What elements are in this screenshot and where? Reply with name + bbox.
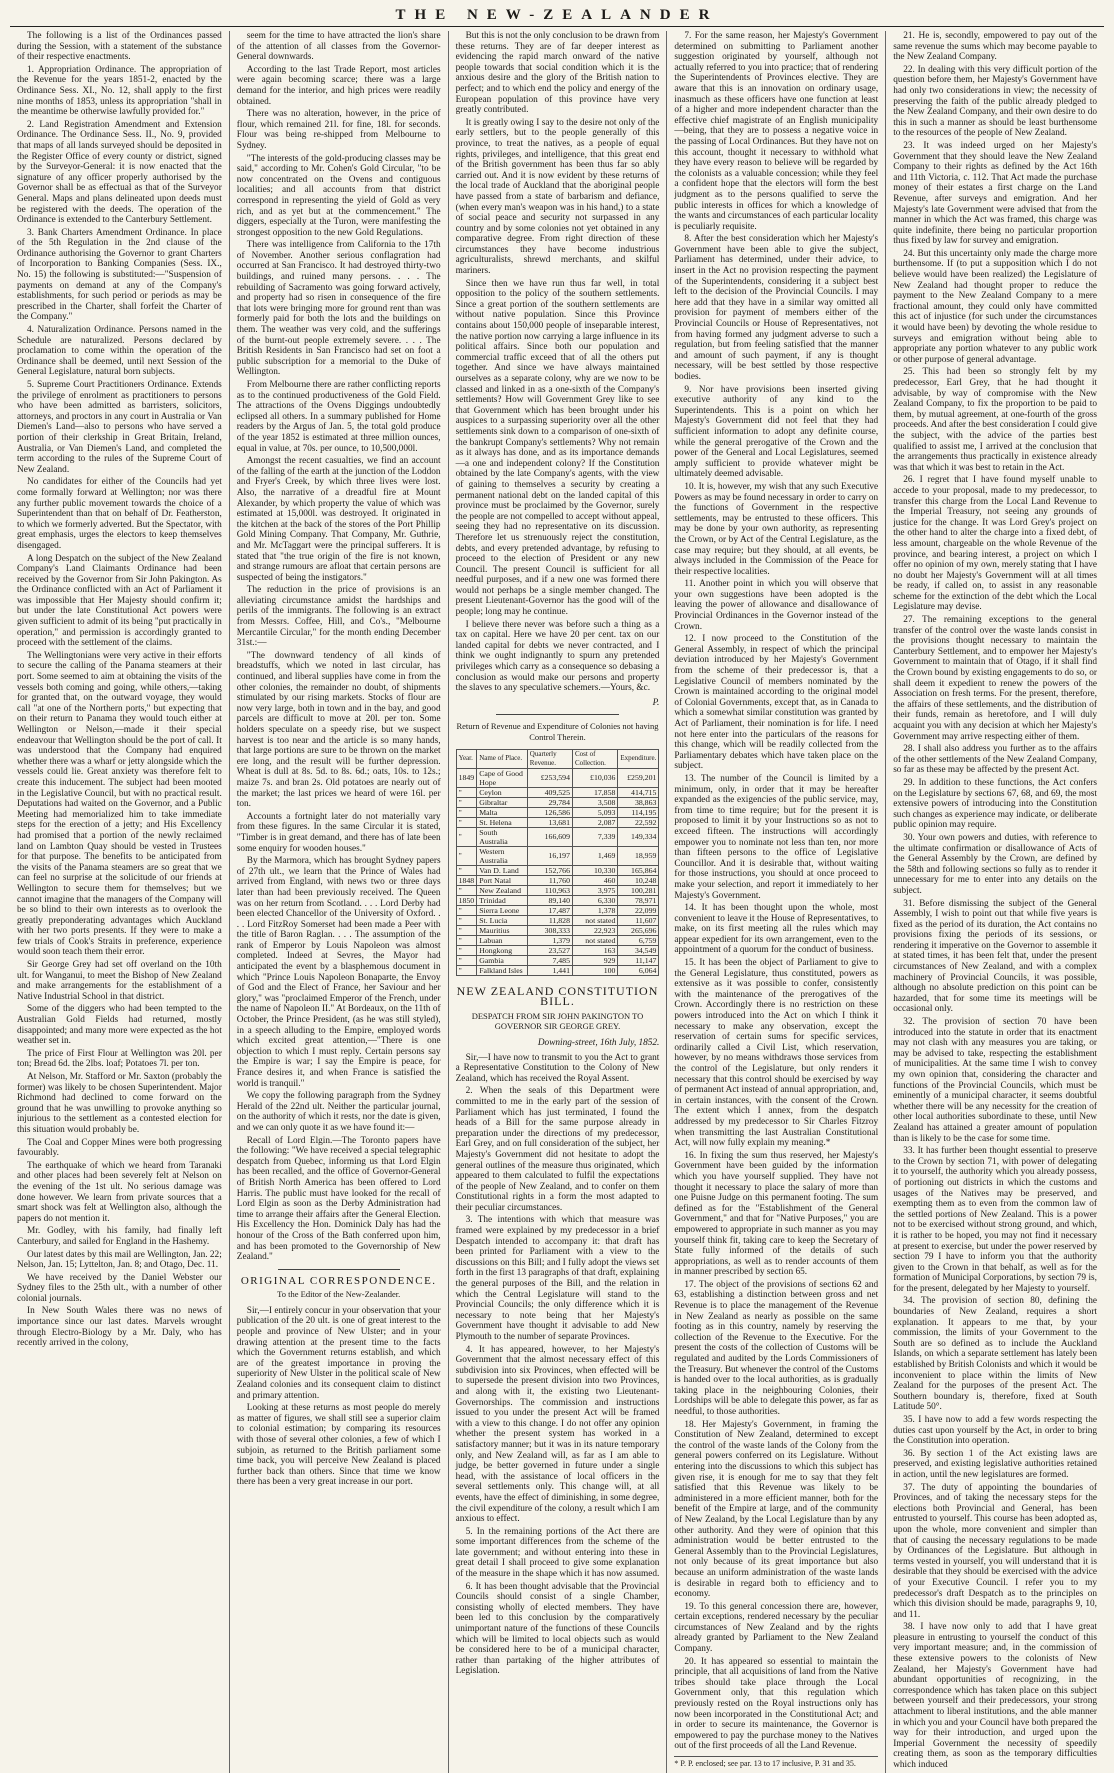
- article-paragraph: The reduction in the price of provisions is an alleviating circumstance amidst the hardships and perils of the immigrants. The following is an extract from Messrs. Coffee, Hill, and Co's., "Melbourne Mercantile Circular," for the month ending December 31st.:—: [236, 585, 441, 649]
- article-paragraph: By the Marmora, which has brought Sydney papers of 27th ult., we learn that the Prince of Wales had arrived from England, with news two or three days later than had been previously received. The Queen was on her return from Scotland. . . . Lord Derby had been elected Chancellor of the University of Oxford. . . . Lord FitzRoy Somerset had been made a Peer with the title of Baron Raglan. . . . The assumption of the rank of Emperor by Louis Napoleon was almost completed. Indeed at Sevres, the Mayor had anticipated the event by a blasphemous document in which "Prince Louis Napoleon Bonaparte, the Envoy of God and the Elect of France, her Saviour and her glory," was "proclaimed Emperor of the French, under the name of Napoleon II." At Bordeaux, on the 11th of October, the Prince President, (as he was still styled), in a speech alluding to the Empire, employed words which excited great attention,—"There is one objection to which I must reply. Certain persons say the Empire is war; I say the Empire is peace, for France desires it, and when France is satisfied the world is tranquil.": [236, 856, 441, 1089]
- table-cell: 29,784: [527, 797, 572, 807]
- correspondence-paragraph: Sir,—I entirely concur in your observation that your publication of the 20 ult. is one of great interest to the people and province of New Ulster; and in your drawing attention at the present time to the facts which the Government returns establish, and which are of the greatest importance in proving the superiority of New Ulster in the political scale of New Zealand colonies and its consequent claim to distinct and primary attention.: [236, 1305, 441, 1401]
- table-row: [456, 817, 659, 827]
- article-paragraph: The earthquake of which we heard from Taranaki and other places had been severely felt at Nelson on the evening of the 1st ult. No serious damage was done however. We learn from private sources that a smart shock was felt at Wellington also, although the papers do not mention it.: [17, 1160, 222, 1224]
- article-paragraph: The Coal and Copper Mines were both progressing favourably.: [17, 1137, 222, 1159]
- despatch-paragraph: 27. The remaining exceptions to the general transfer of the control over the waste lands consist in the provisions thought necessary to maintain the Canterbury Settlement, and to empower her Majesty's Government to maintain that of Otago, if it shall find the Crown bound by existing engagements to do so, or shall deem it expedient to renew the powers of the Association on fresh terms. For the present, therefore, the affairs of these settlements, and the distribution of their funds, remain as heretofore, and I will duly acquaint you with any decision at which her Majesty's Government may arrive respecting either of them.: [893, 615, 1097, 742]
- table-cell: £259,201: [618, 768, 659, 787]
- table-cell: 6,330: [572, 895, 617, 905]
- article-paragraph: Some of the diggers who had been tempted to the Australian Gold Fields had returned, mostly disappointed; and many more were expected as the hot weather set in.: [17, 1004, 222, 1047]
- table-cell: Falkland Isles: [477, 965, 528, 975]
- article-paragraph: Accounts a fortnight later do not materially vary from these figures. In the same Circular it is stated, "Timber is in great demand, and there has of late been some enquiry for wooden houses.": [236, 811, 441, 854]
- article-paragraph: From Melbourne there are rather conflicting reports as to the continued productiveness of the Gold Field. The attractions of the Ovens Diggings undoubtedly eclipsed all others. In a summary published for Home readers by the Argus of Jan. 5, the total gold produce of the year 1852 is estimated at three million ounces, equal in value, at 70s. per ounce, to 10,500,000l.: [236, 380, 441, 454]
- table-cell: 460: [572, 875, 617, 885]
- article-paragraph: In New South Wales there was no news of importance since our last dates. Marvels wrought through Electro-Biology by a Mr. Daly, who has recently arrived in the colony,: [17, 1306, 222, 1349]
- article-paragraph: The price of First Flour at Wellington was 20l. per ton; Bread 6d. the 2lbs. loaf; Potatoes 7l. per ton.: [17, 1048, 222, 1070]
- table-cell: £253,594: [527, 768, 572, 787]
- returns-table-body: [456, 768, 659, 975]
- table-row: [456, 875, 659, 885]
- article-paragraph: Sir George Grey had set off overland on the 10th ult. for Wanganui, to meet the Bishop of New Zealand and make arrangements for the establishment of a Native Industrial School in that district.: [17, 960, 222, 1002]
- table-row: [456, 905, 659, 915]
- table-cell: 18,959: [618, 846, 659, 865]
- despatch-paragraph: 28. I shall also address you further as to the affairs of the other settlements of the New Zealand Company, so far as these may be affected by the present Act.: [893, 744, 1097, 776]
- article-paragraph: 3. Bank Charters Amendment Ordinance. In place of the 5th Regulation in the 2nd clause of the Ordinance authorising the Governor to grant Charters of Incorporation to Banking Companies (Sess. IX., No. 15) the following is substituted:—"Suspension of payments on demand at any of the Company's establishments, for such period or periods as may be prescribed in the Charter, shall forfeit the Charter of the Company.": [17, 227, 222, 323]
- table-cell: 22,923: [572, 925, 617, 935]
- table-cell: Port Natal: [477, 875, 528, 885]
- table-cell: 165,864: [618, 865, 659, 875]
- table-cell: ": [456, 935, 477, 945]
- despatch-paragraph: 16. In fixing the sum thus reserved, her Majesty's Government have been guided by the information which you have yourself supplied. They have not thought it necessary to place the salary of more than one Puisne Judge on this permanent footing. The sum defined as for the "Establishment of the General Government," and that for "Native Purposes," you are empowered to appropriate in such manner as you may yourself think fit, taking care to keep the Secretary of State fully informed of the details of such appropriations, as well as to render accounts of them in manner prescribed by section 65.: [674, 1150, 879, 1278]
- table-row: [456, 797, 659, 807]
- table-cell: Mauritius: [477, 925, 528, 935]
- table-header-cell: Name of Place.: [477, 749, 528, 768]
- article-paragraph: "The interests of the gold-producing classes may be said," according to Mr. Cohen's Gold Circular, "to be now concentrated on the Ovens and contiguous localities; and all accounts from that district correspond in representing the yield of Gold as very rich, and as yet but at the commencement." The diggers, especially at the Turon, were manifesting the strongest opposition to the new Gold Regulations.: [236, 153, 441, 238]
- table-cell: ": [456, 807, 477, 817]
- despatch-paragraph: 35. I have now to add a few words respecting the duties cast upon yourself by the Act, in order to bring the Constitution into operation.: [893, 1415, 1097, 1447]
- column-4: [666, 31, 885, 1773]
- despatch-paragraph: 7. For the same reason, her Majesty's Government determined on submitting to Parliament another suggestion originated by yourself, although not actually referred to you into practice; that of rendering the Superintendents of Provinces elective. They are aware that this is an innovation on ordinary usage, inasmuch as these officers have one function at least of a higher and more independent character than the effective chief magistrate of an English municipality—being, that they are to possess a negative voice in the passing of Local Ordinances. But they have not on this account, thought it necessary to withhold what they have every reason to believe will be regarded by the colonists as a valuable concession; while they feel a confident hope that the electors will form the best judgment as to the persons qualified to serve the public interests in offices for which a knowledge of the wants and circumstances of each particular locality is peculiarly requisite.: [674, 31, 879, 232]
- despatch-paragraph: 24. But this uncertainty only made the charge more burthensome. If (to put a supposition which I do not believe would have been realized) the Legislature of New Zealand had thought proper to reduce the payment to the New Zealand Company to a mere fractional amount, they could only have committed this act of injustice (for such under the circumstances it would have been) by devoting the whole residue to surveys and emigration without being able to appropriate any portion whatever to any public work or other purpose of general advantage.: [893, 248, 1097, 365]
- correspondence-paragraph: Looking at these returns as most people do merely as matter of figures, we shall still see a superior claim to colonial estimation; by comparing its resources with those of several other colonies, a few of which I subjoin, as returned to the British parliament some time back, you will perceive New Zealand is placed further back than others. Since that time we know there has been a very great increase in our port.: [236, 1403, 441, 1488]
- article-paragraph: Mr. Godley, with his family, had finally left Canterbury, and sailed for England in the Hashemy.: [17, 1226, 222, 1247]
- table-cell: 110,963: [527, 885, 572, 895]
- returns-table: [456, 749, 660, 976]
- table-cell: ": [456, 945, 477, 955]
- article-paragraph: No candidates for either of the Councils had yet come formally forward at Wellington; nor was there any further public movement towards the choice of a Superintendent than that on behalf of Dr. Featherston, to which we formerly adverted. But the Spectator, with great emphasis, urges the electors to keep themselves disengaged.: [17, 477, 222, 551]
- despatch-paragraph: 11. Another point in which you will observe that your own suggestions have been adopted is the leaving the power of allowance and disallowance of Provincial Ordinances in the Governor instead of the Crown.: [674, 579, 879, 632]
- table-header-cell: Expenditure.: [618, 749, 659, 768]
- table-cell: 100,281: [618, 885, 659, 895]
- despatch-paragraph: 3. The intentions with which that measure was framed were explained by my predecessor in a brief Despatch intended to accompany it: that draft has been printed for Parliament with a view to the discussions on this Bill; and I fully adopt the views set forth in the first 13 paragraphs of that draft, explaining the general purposes of the Bill, and the relation in which the Central Legislature will stand to the Provincial Councils; the only difference which it is necessary to note being that her Majesty's Government have thought it advisable to add New Plymouth to the number of separate Provinces.: [455, 1215, 660, 1342]
- article-paragraph: Our latest dates by this mail are Wellington, Jan. 22; Nelson, Jan. 15; Lyttelton, Jan. 8; and Otago, Dec. 11.: [17, 1249, 222, 1271]
- table-cell: 1,378: [572, 905, 617, 915]
- correspondence-signature: P.: [652, 697, 660, 708]
- table-cell: ": [456, 905, 477, 915]
- section-divider: [496, 714, 618, 715]
- table-cell: 126,586: [527, 807, 572, 817]
- table-cell: ": [456, 797, 477, 807]
- table-row: [456, 865, 659, 875]
- table-row: [456, 945, 659, 955]
- article-paragraph: 4. Naturalization Ordinance. Persons named in the Schedule are naturalized. Persons declared by proclamation to come within the operation of the Ordinance shall be deemed, until next Session of the General Legislature, natural born subjects.: [17, 325, 222, 378]
- table-cell: 5,093: [572, 807, 617, 817]
- despatch-paragraph: 26. I regret that I have found myself unable to accede to your proposal, made to my predecessor, to transfer this charge from the Local Land Revenue to the Imperial Treasury, not seeing any grounds of justice for the change. It was Lord Grey's project on the other hand to alter the charge into a fixed debt, of less amount, chargeable on the whole Revenue of the province, and bearing interest, a project on which I offer no opinion of my own, merely stating that I have no doubt her Majesty's Government will at all times be ready, if called on, to assist in any reasonable scheme for the extinction of the debt which the Local Legislature may devise.: [893, 475, 1097, 613]
- table-cell: Malta: [477, 807, 528, 817]
- table-cell: 6,064: [618, 965, 659, 975]
- despatch-paragraph: 34. The provision of section 80, defining the boundaries of New Zealand, requires a short explanation. It appears to me that, by your commission, the limits of your Government to the South are so defined as to include the Auckland Islands, on which a separate settlement has lately been established by British Colonists and which it would be inconvenient to place within the limits of New Zealand for the purposes of the present Act. The Southern boundary is, therefore, fixed at South Latitude 50°.: [893, 1296, 1097, 1413]
- table-cell: Labuan: [477, 935, 528, 945]
- returns-table-title: Return of Revenue and Expenditure of Colonies not having Control Therein.: [456, 721, 659, 742]
- table-row: [456, 885, 659, 895]
- table-cell: £10,036: [572, 768, 617, 787]
- table-cell: ": [456, 915, 477, 925]
- despatch-paragraph: 31. Before dismissing the subject of the General Assembly, I wish to point out that while five years is fixed as the period of its duration, the Act contains no provisions fixing the periods of its sessions, or rendering it imperative on the Governor to assemble it at stated times, it has been felt that, under the present circumstances of New Zealand, and with a complex machinery of Provincial Councils, it was possible, although no absolute prediction on this point can be hazarded, that for some time its meetings will be occasional only.: [893, 898, 1097, 1015]
- column-2-news: [237, 31, 441, 1263]
- table-cell: 22,099: [618, 905, 659, 915]
- correspondence-paragraph: I believe there never was before such a thing as a tax on capital. Here we have 20 per cent. tax on our landed capital for debts we never contracted, and I think we ought indignantly to spurn any pretended privileges which carry as a consequence so debasing a conclusion as would make our persons and property the slaves to any speculative schemers.—Yours, &c.: [455, 619, 660, 694]
- table-cell: Sierra Leone: [477, 905, 528, 915]
- table-header-cell: Cost of Collection.: [572, 749, 617, 768]
- table-cell: 10,330: [572, 865, 617, 875]
- correspondence-paragraph: It is greatly owing I say to the desire not only of the early settlers, but to the people generally of this province, to treat the natives, as a people of equal rights, privileges, and intelligence, that this great end of the British government has been thus far so ably carried out. And it is now evident by these returns of the local trade of Auckland that the aboriginal people have passed from a state of barbarism and defiance, (when every man's weapon was in his hand,) to a state of social peace and security not surpassed in any country and by some colonies not yet obtained in any comparative degree. From right direction of these circumstances they have become industrious agriculturalists, shrewd merchants, and skilful mariners.: [455, 117, 660, 277]
- table-cell: 152,766: [527, 865, 572, 875]
- table-cell: 38,863: [618, 797, 659, 807]
- despatch-paragraph: 29. In addition to these functions, the Act confers on the Legislature by sections 67, 68, and 69, the most extensive powers of introducing into the Constitution such changes as experience may indicate, or deliberate public opinion may require.: [893, 777, 1097, 831]
- table-row: [456, 925, 659, 935]
- despatch-paragraph: 32. The provision of section 70 have been introduced into the statute in order that its enactment may not clash with any measures you are taking, or may be advised to take, respecting the establishment of municipalities. At the same time I wish to convey my own opinion that, considering the character and functions of the Provincial Councils, which must be eminently of a municipal character, it seems doubtful whether there will be any necessity for the creation of other local authorities subordinate to these, until New Zealand has attained a greater amount of population than is likely to be the case for some time.: [893, 1017, 1097, 1144]
- table-cell: Ceylon: [477, 787, 528, 797]
- despatch-paragraph: 12. I now proceed to the Constitution of the General Assembly, in respect of which the principal deviation introduced by her Majesty's Government from the scheme of their predecessor is, that a Legislative Council of members nominated by the Crown is maintained according to the original model of Colonial Governments, except that, as in Canada to which a somewhat similar constitution was granted by Act of Parliament, their nomination is for life. I need not here enter into the particulars of the reasons for this change, which will be readily collected from the Parliamentary debates which have taken place on the subject.: [674, 634, 879, 772]
- table-cell: 1848: [456, 875, 477, 885]
- despatch-paragraph: 25. This had been so strongly felt by my predecessor, Earl Grey, that he had thought it advisable, by way of compromise with the New Zealand Company, to fix the proportion to be paid to them, by mutual agreement, at one-fourth of the gross proceeds. And after the best consideration I could give the subject, with the advice of the parties best qualified to assist me, I arrived at the conclusion that the arrangements thus practically in existence already was that which it was best to retain in the Act.: [893, 367, 1097, 473]
- despatch-paragraph: 18. Her Majesty's Government, in framing the Constitution of New Zealand, determined to except the control of the waste lands of the Colony from the general powers conferred on its Legislature. Without entering into the discussions to which this subject has given rise, it is enough for me to say that they felt satisfied that this Revenue was likely to be administered in a more efficient manner, both for the benefit of the Empire at large, and of the community of New Zealand, by the Local Legislature than by any other authority. And they were of opinion that this administration would be better entrusted to the General Assembly than to the Provincial Legislatures, not only because of its great importance but also because an uniform administration of the waste lands is desirable in regard both to efficiency and to economy.: [674, 1419, 879, 1600]
- table-cell: 163: [572, 945, 617, 955]
- despatch-paragraph: 36. By section 1 of the Act existing laws are preserved, and existing legislative authorities retained in action, until the new legislatures are formed.: [893, 1448, 1097, 1480]
- table-cell: 16,197: [527, 846, 572, 865]
- column-1: [10, 31, 229, 1773]
- article-paragraph: We have received by the Daniel Webster our Sydney files to the 25th ult., with a number of other colonial journals.: [17, 1272, 222, 1304]
- despatch-paragraph: 9. Nor have provisions been inserted giving executive authority of any kind to the Superintendents. This is a point on which her Majesty's Government did not feel that they had sufficient information to adopt any definite course, while the general prerogative of the Crown and the power of the General and Local Legislatures, seemed amply sufficient to provide whatever might be ultimately deemed advisable.: [674, 384, 879, 480]
- table-cell: 100: [572, 965, 617, 975]
- table-cell: 1850: [456, 895, 477, 905]
- table-cell: 149,334: [618, 827, 659, 846]
- despatch-paragraph: 21. He is, secondly, empowered to pay out of the same revenue the sums which may become payable to the New Zealand Company.: [893, 31, 1097, 63]
- article-paragraph: Amongst the recent casualties, we find an account of the falling of the earth at the junction of the Loddon and Fryer's Creek, by which three lives were lost. Also, the narrative of a dreadful fire at Mount Alexander, by which property the value of which was estimated at 15,000l. was destroyed. It originated in the kitchen at the back of the stores of the Port Phillip Gold Mining Company. That Company, Mr. Guthrie, and Mr. McTaggart were the principal sufferers. It is stated that "the true origin of the fire is not known, and strange rumours are afloat that certain persons are suspected of being the instigators.": [236, 456, 441, 583]
- table-cell: 78,971: [618, 895, 659, 905]
- table-cell: 414,715: [618, 787, 659, 797]
- despatch-paragraph: 30. Your own powers and duties, with reference to the ultimate confirmation or disallowance of Acts of the General Assembly by the Crown, are defined by the 58th and following sections so fully as to render it unnecessary for me to enter into any details on the subject.: [893, 832, 1097, 896]
- despatch-paragraph: 2. When the seals of this Department were committed to me in the early part of the session of Parliament which has just terminated, I found the heads of a Bill for the same purpose already in preparation under the directions of my predecessor, Earl Grey, and on full consideration of the subject, her Majesty's Government did not hesitate to adopt the general outlines of the measure thus originated, which appeared to them calculated to fulfil the expectations of the people of New Zealand, and to confer on them Constitutional rights in a form the most adapted to their peculiar circumstances.: [455, 1086, 660, 1213]
- article-paragraph: The Wellingtonians were very active in their efforts to secure the calling of the Panama steamers at their port. Some seemed to aim at obtaining the visits of the vessels both coming and going, while others,—taking for granted that, on the outward voyage, they would call "at one of the Northern ports," but expecting that on their return to Panama they would touch either at Wellington or Nelson,—made it their special endeavour that Wellington should be the port of call. It was understood that the Company had enquired whether there was a wharf or jetty alongside which the vessels could lie. Great anxiety was therefore felt to create this inducement. The subject had been mooted in the Legislative Council, but with no practical result. Deputations had waited on the Governor, and a Public Meeting had memorialized him to take immediate steps for the erection of a jetty; and His Excellency had promised that a portion of the newly reclaimed land on Lambton Quay should be vested in Trustees for that purpose. The benefits to be anticipated from the visits of the Panama steamers are so great that we can feel no surprise at the solicitude of our friends at Wellington to secure them for themselves; but we cannot imagine that the managers of the Company will be so blind to their own interests as to overlook the greatly preponderating advantages which Auckland with her two ports presents. If they were to make a few trials of Cook's Straits in preference, experience would soon teach them their error.: [17, 650, 222, 958]
- correspondence-body: [456, 31, 660, 694]
- table-cell: 3,975: [572, 885, 617, 895]
- despatch-paragraph: 14. It has been thought upon the whole, most convenient to leave it the House of Representatives, to make, on its first meeting all the rules which may appear expedient for its own arrangement, even to the appointment of a quorum for the conduct of business.: [674, 903, 879, 956]
- table-cell: ": [456, 885, 477, 895]
- despatch-paragraph: 15. It has been the object of Parliament to give to the General Legislature, thus constituted, powers as extensive as it was possible to confer, consistently with the maintenance of the prerogatives of the Crown. Accordingly there is no restriction on these powers introduced into the Act on which I think it necessary to make any observation, except the reservation of certain sums for specific services, ordinarily called a Civil List, which reservation, however, by no means withdraws those services from the control of the Legislature, but only renders it necessary that this control should be exercised by way of permanent Act instead of annual appropriation, and, in certain instances, with the consent of the Crown. The extent which I annex, from the despatch addressed by my predecessor to Sir Charles Fitzroy when transmitting the last Australian Constitutional Act, will now fully explain my meaning.*: [674, 958, 879, 1149]
- despatch-paragraph: 38. I have now only to add that I have great pleasure in entrusting to yourself the conduct of this very important measure; and, in the commission of these extensive powers to the colonists of New Zealand, her Majesty's Government have had abundant opportunities of recognizing, in the correspondence which has taken place on this subject between yourself and their predecessors, your strong attachment to liberal institutions, and the able manner in which you and your Council have both prepared the way for their introduction, and urged upon the Imperial Government the necessity of speedily creating them, as soon as the temporary difficulties which induced: [893, 1622, 1097, 1770]
- table-cell: 6,759: [618, 935, 659, 945]
- table-cell: ": [456, 787, 477, 797]
- table-cell: 7,485: [527, 955, 572, 965]
- table-cell: Hongkong: [477, 945, 528, 955]
- table-cell: 166,609: [527, 827, 572, 846]
- table-cell: Gambia: [477, 955, 528, 965]
- correspondence-heading: ORIGINAL CORRESPONDENCE.: [240, 1274, 437, 1287]
- table-cell: 13,681: [527, 817, 572, 827]
- column-4-body: [674, 31, 878, 1752]
- table-cell: 34,549: [618, 945, 659, 955]
- constitution-body: [456, 1053, 660, 1677]
- table-cell: ": [456, 925, 477, 935]
- table-cell: St. Helena: [477, 817, 528, 827]
- table-cell: 17,858: [572, 787, 617, 797]
- correspondence-body-start: [237, 1306, 441, 1488]
- table-cell: ": [456, 817, 477, 827]
- table-cell: ": [456, 827, 477, 846]
- article-paragraph: There was intelligence from California to the 17th of November. Another serious conflagration had occurred at San Francisco. It had destroyed thirty-two buildings, and ruined many persons. . . . The rebuilding of Sacramento was going forward actively, and property had so risen in consequence of the fire that lots were bringing more for ground rent than was formerly paid for both the lots and the buildings on them. The weather was very cold, and the sufferings of the burnt-out people extremely severe. . . . The British Residents in San Francisco had set on foot a public subscription for a memorial to the Duke of Wellington.: [236, 240, 441, 378]
- despatch-paragraph: 22. In dealing with this very difficult portion of the question before them, her Majesty's Government have had only two considerations in view; the necessity of preserving the faith of the public already pledged to the New Zealand Company, and their own desire to do this in such a manner as should be least burthensome to the resources of the people of New Zealand.: [893, 64, 1097, 139]
- constitution-subheading: DESPATCH FROM SIR JOHN PAKINGTON TO GOVERNOR SIR GEORGE GREY.: [471, 1010, 644, 1032]
- despatch-paragraph: Sir,—I have now to transmit to you the Act to grant a Representative Constitution to the Colony of New Zealand, which has received the Royal Assent.: [455, 1052, 660, 1084]
- table-cell: not stated: [572, 935, 617, 945]
- columns: [10, 31, 1104, 1770]
- table-cell: 22,592: [618, 817, 659, 827]
- table-cell: 10,248: [618, 875, 659, 885]
- returns-table-header: [456, 749, 659, 768]
- table-row: [456, 955, 659, 965]
- column-5: [885, 31, 1104, 1773]
- constitution-dateline: Downing-street, 16th July, 1852.: [537, 1037, 660, 1048]
- table-cell: 308,333: [527, 925, 572, 935]
- despatch-paragraph: 10. It is, however, my wish that any such Executive Powers as may be found necessary in order to carry on the functions of Government in the respective settlements, may be entrusted to these officers. This may be done by your own authority, as representing the Crown, or by Act of the Central Legislature, as the case may require; but they should, at all events, be always included in the Commission of the Peace for their respective localities.: [674, 481, 879, 577]
- table-cell: Gibraltar: [477, 797, 528, 807]
- table-row: [456, 935, 659, 945]
- despatch-paragraph: 5. In the remaining portions of the Act there are some important differences from the scheme of the late government; and without entering into these in great detail I shall proceed to give some explanation of the measure in the shape which it has now assumed.: [455, 1526, 660, 1580]
- table-cell: 3,508: [572, 797, 617, 807]
- article-paragraph: "The downward tendency of all kinds of breadstuffs, which we noted in last circular, has continued, and liberal supplies have come in from the other colonies, the remainder no doubt, of shipments stimulated by our rising markets. Stocks of flour are now very large, both in town and in the bay, and good parcels are difficult to move at 20l. per ton. Some holders speculate on a speedy rise, but we suspect harvest is too near and the article is so many hands, that large portions are sure to be thrown on the market ere long, and the result will be further depression. Wheat is dull at 8s. 5d. to 8s. 6d.; oats, 10s. to 12s.; maize 7s. and bran 2s. Old potatoes are nearly out of the market; the last prices we heard of were 16l. per ton.: [236, 650, 441, 810]
- despatch-paragraph: 4. It has appeared, however, to her Majesty's Government that the almost necessary effect of this subdivision into six Provinces, when effected will be to supersede the present division into two Provinces, and along with it, the existing two Lieutenant-Governorships. The commission and instructions issued to you under the present Act will be framed with a view to this change. I do not offer any opinion whether the present system has worked in a satisfactory manner; but it was in its nature temporary only, and New Zealand will, as far as I am able to judge, be better governed in future under a single head, with the assistance of local officers in the several settlements only. This change will, at all events, have the effect of diminishing, in some degree, the civil expenditure of the colony, a result which I am anxious to effect.: [455, 1344, 660, 1525]
- table-row: [456, 768, 659, 787]
- masthead: THE NEW-ZEALANDER: [395, 7, 719, 23]
- table-cell: ": [456, 846, 477, 865]
- article-paragraph: 2. Land Registration Amendment and Extension Ordinance. The Ordinance Sess. II., No. 9, provided that maps of all lands surveyed should be deposited in the Register Office of every county or district, signed by the Surveyor-General: it is now enacted that the signature of any officer properly authorised by the Governor shall be as effectual as that of the Surveyor General. Maps and plans delineated upon deeds must be registered with the deeds. The operation of the Ordinance is extended to the Canterbury Settlement.: [17, 119, 222, 226]
- table-cell: 1,441: [527, 965, 572, 975]
- article-paragraph: We copy the following paragraph from the Sydney Herald of the 22nd ult. Neither the particular journal, on the authority of which it rests, nor the date is given, and we can only quote it as we have found it:—: [236, 1091, 441, 1133]
- table-cell: 17,487: [527, 905, 572, 915]
- footnote: * P. P. enclosed; see par. 13 to 17 inclusive, P. 31 and 35.: [674, 1756, 878, 1770]
- table-row: [456, 827, 659, 846]
- table-cell: South Australia: [477, 827, 528, 846]
- table-header-cell: Quarterly Revenue.: [527, 749, 572, 768]
- despatch-paragraph: 20. It has appeared so essential to maintain the principle, that all acquisitions of land from the Native tribes should take place through the Local Government only, that this regulation which previously rested on the Royal instructions only has now been incorporated in the Constitutional Act; and in order to secure its maintenance, the Governor is empowered to pay the purchase money to the Natives out of the first proceeds of all the Land Revenue.: [674, 1656, 879, 1752]
- table-cell: 1849: [456, 768, 477, 787]
- table-cell: ": [456, 955, 477, 965]
- article-paragraph: 1. Appropriation Ordinance. The appropriation of the Revenue for the years 1851-2, enacted by the Ordinance Sess. XI., No. 12, shall apply to the first nine months of 1853, unless its appropriation "shall in the meantime be otherwise lawfully provided for.": [17, 64, 222, 118]
- table-cell: 265,696: [618, 925, 659, 935]
- table-row: [456, 915, 659, 925]
- table-cell: 1,379: [527, 935, 572, 945]
- table-cell: Western Australia: [477, 846, 528, 865]
- table-cell: 929: [572, 955, 617, 965]
- table-cell: Trinidad: [477, 895, 528, 905]
- table-header-cell: Year.: [456, 749, 477, 768]
- despatch-paragraph: 8. After the best consideration which her Majesty's Government have been able to give the subject, Parliament has determined, under their advice, to insert in the Act no provision respecting the payment of the Superintendents, considering it a subject best left to the decision of the Provincial Councils. I may here add that they have in a similar way omitted all provision for payment of members either of the Provincial Councils or House of Representatives, not from having formed any judgment adverse to such a regulation, but from feeling satisfied that the manner and amount of such payment, if any is thought necessary, will be best settled by those respective bodies.: [674, 234, 879, 382]
- section-divider: [278, 1269, 400, 1270]
- table-cell: ": [456, 865, 477, 875]
- despatch-paragraph: 6. It has been thought advisable that the Provincial Councils should consist of a single Chamber, consisting wholly of elected members. They have been led to this conclusion by the comparatively unimportant nature of the functions of these Councils which will be limited to local objects such as would be considered here to be of a municipal character, rather than partaking of the higher attributes of Legislation.: [455, 1581, 660, 1677]
- table-cell: not stated: [572, 915, 617, 925]
- column-2: [229, 31, 448, 1773]
- table-cell: Cape of Good Hope: [477, 768, 528, 787]
- table-cell: 89,140: [527, 895, 572, 905]
- correspondence-subheading: To the Editor of the New-Zealander.: [277, 1289, 401, 1300]
- table-cell: ": [456, 965, 477, 975]
- article-paragraph: There was no alteration, however, in the price of flour, which remained 21l. for fine, 18l. for seconds. Flour was being re-shipped from Melbourne to Sydney.: [236, 109, 441, 151]
- table-cell: 11,607: [618, 915, 659, 925]
- despatch-paragraph: 33. It has further been thought essential to preserve to the Crown by section 71, with power of delegating it to yourself, the authority which you already possess, of portioning out districts in which the customs and usages of the Natives may be preserved, and exempting them as to even from the common law of the settled portions of New Zealand. This is a power not to be exercised without strong ground, and which, it is rather to be hoped, you may not find it necessary at present to exercise, but under the power reserved by section 79 I have to inform you that the authority given to the Crown in that behalf, as well as for the formation of Municipal Corporations, by section 79 is, for the present, delegated by her Majesty to yourself.: [893, 1146, 1097, 1294]
- article-paragraph: seem for the time to have attracted the lion's share of the attention of all classes from the Governor-General downwards.: [236, 31, 441, 63]
- correspondence-paragraph: Since then we have run thus far well, in total opposition to the policy of the southern settlements. Since a great portion of the southern settlements are without native population. Since this Province contains about 150,000 people of inseparable interest, the native portion now carrying a large influence in its political affairs. Since both our population and commercial traffic exceed that of all the others put together. And since we have always maintained ourselves as a separate colony, why are we now to be classed and linked in as a one-sixth of the Company's settlements? How will Government Grey like to see that Government which has been brought under his auspices to a surpassing superiority over all the other settlements sink down to a comparison of one-sixth of the bankrupt Company's settlements? Why not remain as it always has done, and as its importance demands —a one and independent colony? If the Constitution obtained by the late Company's agents, with the view of gaining to themselves a security by creating a permanent national debt on the landed capital of this province must be proclaimed by the Governor, surely the people are not compelled to accept without appeal, seeing they had no representative on its discussion. Therefore let us strenuously reject the constitution, debts, and every pretended advantage, by refusing to proceed to the election of President or any new Council. The present Council is sufficient for all needful purposes, and if a new one was formed there would not perhaps be a single member changed. The present Lieutenant-Governor has the good will of the people; long may he continue.: [455, 278, 660, 618]
- table-cell: 11,147: [618, 955, 659, 965]
- article-paragraph: At Nelson, Mr. Stafford or Mr. Saxton (probably the former) was likely to be chosen Superintendent. Major Richmond had declined to come forward on the ground that he was unwilling to provoke anything so injurious to the settlement as a contested election for this situation would probably be.: [17, 1072, 222, 1135]
- table-cell: 11,828: [527, 915, 572, 925]
- table-cell: 7,339: [572, 827, 617, 846]
- article-paragraph: Recall of Lord Elgin.—The Toronto papers have the following: "We have received a special telegraphic despatch from Quebec, informing us that Lord Elgin has been recalled, and the office of Governor-General of British North America has been offered to Lord Harris. The public must have looked for the recall of Lord Elgin as soon as the Derby Administration had time to arrange their affairs after the General Election. His Excellency the Hon. Dominick Daly has had the honour of the Cross of the Bath conferred upon him, and has been promoted to the Governorship of New Zealand.": [236, 1135, 441, 1263]
- column-3: [448, 31, 667, 1773]
- despatch-paragraph: 17. The object of the provisions of sections 62 and 63, establishing a distinction between gross and net Revenue is to place the management of the Revenue in New Zealand as nearly as possible on the same footing as in this country, namely by reserving the collection of the Revenue to the Executive. For the present the costs of the collection of Customs will be regulated and audited by the Lords Commissioners of the Treasury. But whenever the control of the Customs is handed over to the local authorities, as is gradually taking place in the neighbouring Colonies, their Lordships will be able to delegate this power, as far as needful, to those authorities.: [674, 1279, 879, 1417]
- table-cell: New Zealand: [477, 885, 528, 895]
- constitution-heading: NEW ZEALAND CONSTITUTION BILL.: [456, 983, 659, 1009]
- despatch-paragraph: 23. It was indeed urged on her Majesty's Government that they should leave the New Zealand Company to their rights as defined by the Act 16th and 11th Victoria, c. 112. That Act made the purchase money of their estates a first charge on the Land Revenue, after surveys and emigration. And her Majesty's late Government were advised that from the manner in which the Act was framed, this charge was quite indefinite, there being no particular proportion thus fixed by law for survey and emigration.: [893, 140, 1097, 247]
- table-row: [456, 895, 659, 905]
- table-cell: 11,760: [527, 875, 572, 885]
- table-cell: 409,525: [527, 787, 572, 797]
- table-row: [456, 787, 659, 797]
- article-paragraph: According to the last Trade Report, most articles were again becoming scarce; there was a large demand for the interior, and high prices were readily obtained.: [236, 64, 441, 107]
- article-paragraph: A long Despatch on the subject of the New Zealand Company's Land Claimants Ordinance had been received by the Governor from Sir John Pakington. As the Ordinance conflicted with an Act of Parliament it was impossible that Her Majesty should confirm it; but under the late Constitutional Act powers were given sufficient to admit of its being "put practically in operation," and permission is accordingly granted to proceed with the settlement of the claims.: [17, 553, 222, 649]
- article-paragraph: 5. Supreme Court Practitioners Ordinance. Extends the privilege of enrolment as practitioners to persons who have been admitted as barristers, solicitors, attorneys, and proctors in any court in Australia or Van Diemen's Land—also to persons who have served a portion of their clerkship in Great Britain, Ireland, Australia, or Van Diemen's Land, and completed the term according to the rules of the Supreme Court of New Zealand.: [17, 380, 222, 475]
- table-cell: 2,087: [572, 817, 617, 827]
- despatch-paragraph: 37. The duty of appointing the boundaries of Provinces, and of taking the necessary steps for the elections both Provincial and General, has been entrusted to yourself. This course has been adopted as, upon the whole, more convenient and simpler than that of causing the necessary regulations to be made by Ordinances of the Legislature. But although in terms vested in yourself, you will understand that it is desirable that they should be exercised with the advice of your Executive Council. I refer you to my predecessor's draft Despatch as to the principles on which this division should be made, paragraphs 9, 10, and 11.: [893, 1482, 1097, 1620]
- despatch-paragraph: 13. The number of the Council is limited by a minimum, only, in order that it may be hereafter expanded as the exigencies of the public service, may, from time to time require; but for the present it is proposed to limit it by your Instructions so as not to exceed fifteen. The instructions will accordingly empower you to nominate not less than ten, nor more than fifteen persons to the office of Legislative Councillor. And it is desirable that, without waiting for those instructions, you should at once proceed to make your selection, and report it immediately to her Majesty's Government.: [674, 773, 879, 901]
- table-row: [456, 846, 659, 865]
- despatch-paragraph: 19. To this general concession there are, however, certain exceptions, rendered necessary by the peculiar circumstances of New Zealand and by the rights already granted by Parliament to the New Zealand Company.: [674, 1601, 879, 1655]
- table-cell: St. Lucia: [477, 915, 528, 925]
- table-row: [456, 807, 659, 817]
- masthead-rule: [10, 26, 1104, 27]
- article-paragraph: The following is a list of the Ordinances passed during the Session, with a statement of the substance of their respective enactments.: [17, 31, 222, 63]
- table-cell: Van D. Land: [477, 865, 528, 875]
- table-cell: 1,469: [572, 846, 617, 865]
- table-cell: 23,527: [527, 945, 572, 955]
- table-cell: 114,195: [618, 807, 659, 817]
- table-row: [456, 965, 659, 975]
- correspondence-paragraph: But this is not the only conclusion to be drawn from these returns. They are of far deeper interest as evidencing the rapid march onward of the native people towards that social condition which it is the anxious desire and the glory of the British nation to perfect; and to which end the policy and energy of the European population of this province have very greatly contributed.: [455, 31, 660, 116]
